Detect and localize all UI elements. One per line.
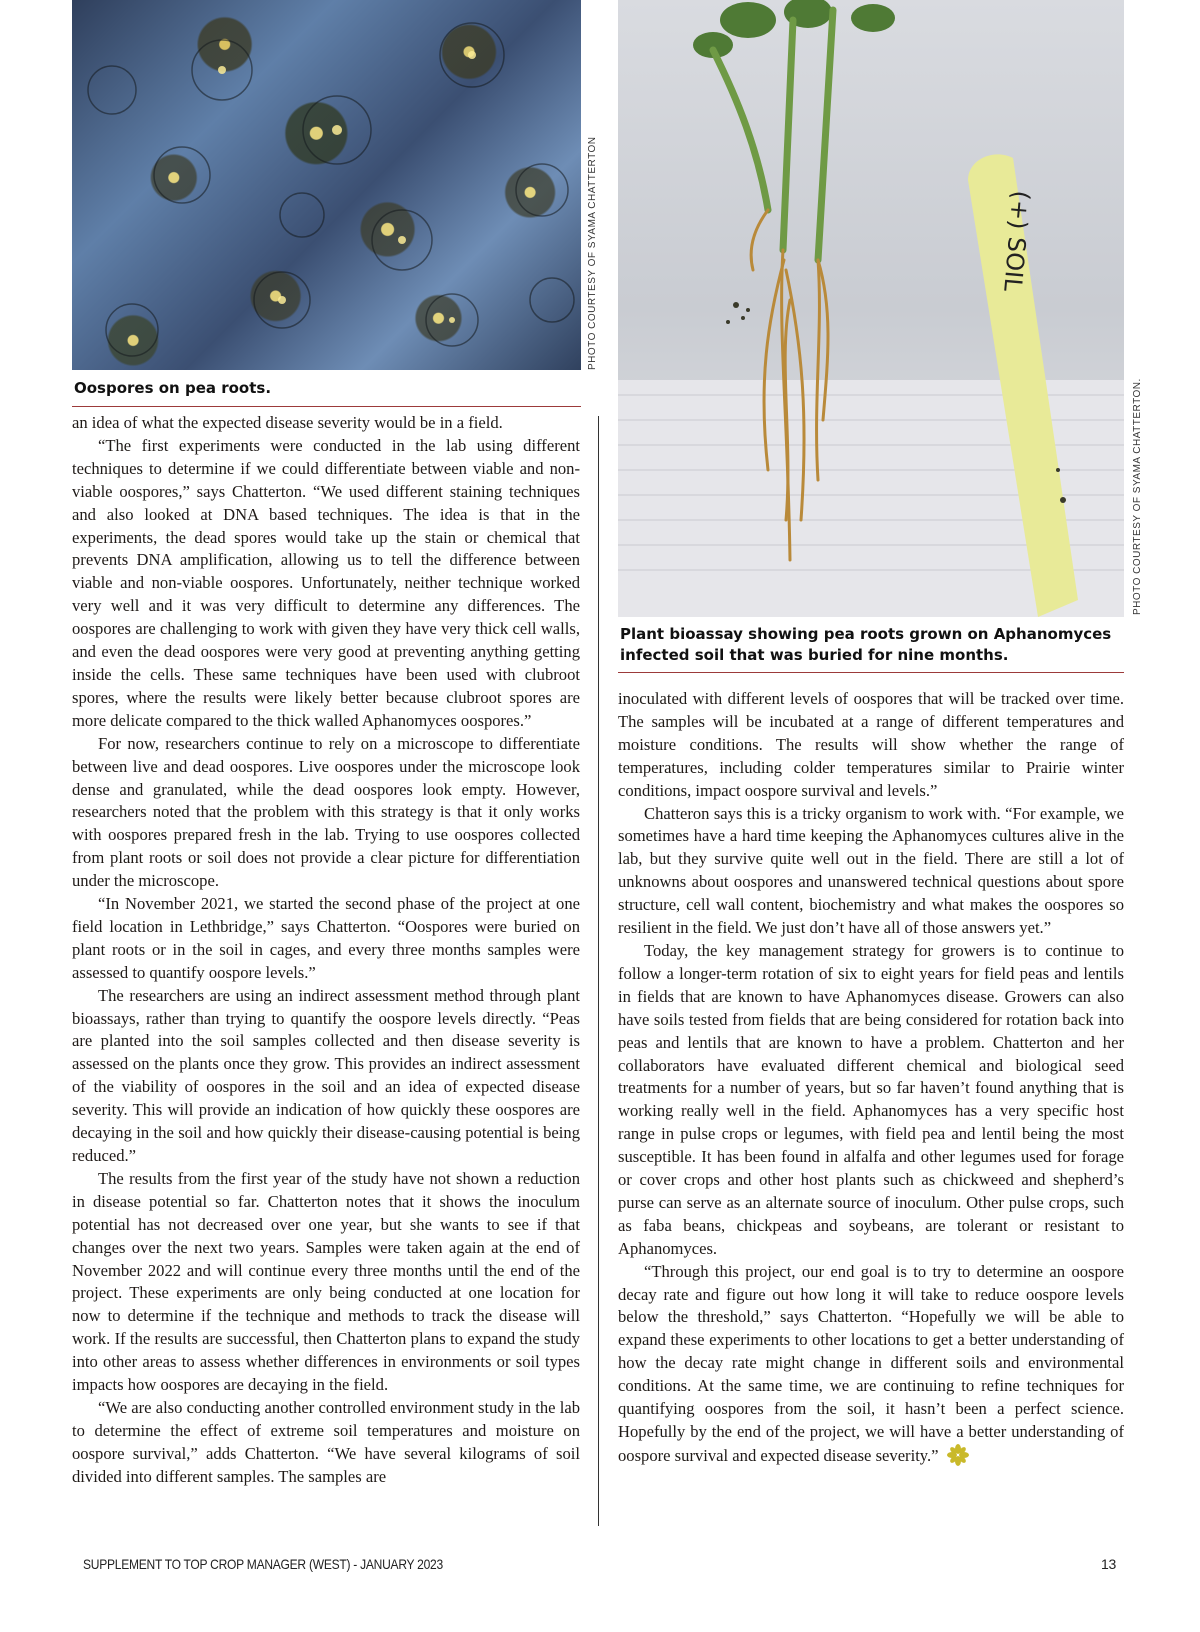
article-column-right [618, 688, 1124, 1468]
paragraph-final [618, 1261, 1124, 1468]
paragraph: The results from the first year of the study have not shown a reduction in disease potential so far. Chatterton notes that it shows the inoculum potential has not decreased over one year, but she wants to see if that changes over the next two years. Samples were taken again at the end of November 2022 and will continue every three months until the end of the project. These experiments are only being conducted at one location for now to determine if the technique and methods to track the disease will work. If the results are successful, then Chatterton plans to expand the study into other areas to assess whether differences in environments or soil types impacts how oospores are decaying in the field. [72, 1168, 580, 1395]
paragraph-text: “Through this project, our end goal is to try to determine an oospore decay rate and figure out how long it will take to reduce oospore levels below the threshold,” says Chatterton. “Hopefully we will be able to expand these experiments to other locations to get a better understanding of how the decay rate might change in different soils and environmental conditions. At the same time, we are continuing to refine techniques for quantifying oospores from the soil, it hasn’t been a perfect science. Hopefully by the end of the project, we will have a better understanding of oospore survival and expected disease severity.” [618, 1261, 1124, 1465]
caption-rule [618, 672, 1124, 673]
oospores-photo [72, 0, 581, 370]
photo-caption: Plant bioassay showing pea roots grown on Aphanomyces infected soil that was buried for nine months. [620, 625, 1112, 664]
caption-rule [72, 406, 581, 407]
column-divider [598, 416, 599, 1526]
paragraph: inoculated with different levels of oospores that will be tracked over time. The samples will be incubated at a range of different temperatures and moisture conditions. The results will show whether the range of temperatures, including colder temperatures similar to Prairie winter conditions, impact oospore survival and levels.” [618, 689, 1124, 800]
bioassay-photo [618, 0, 1124, 617]
stake-label: (+) SOIL [998, 189, 1035, 293]
photo-credit: PHOTO COURTESY OF SYAMA CHATTERTON [587, 136, 598, 370]
paragraph: Today, the key management strategy for growers is to continue to follow a longer-term rotation of six to eight years for field peas and lentils in fields that are known to have Aphanomyces disease. Growers can also have soils tested from fields that are being considered for rotation back into peas and lentils that are known to have a problem. Chatterton and her collaborators have evaluated different chemical and biological seed treatments for a number of years, but so far haven’t found anything that is working really well in the field. Aphanomyces has a very specific host range in pulse crops or legumes, with field pea and lentil being the most susceptible. It has been found in alfalfa and other legumes used for forage or cover crops and other host plants such as chickweed and shepherd’s purse can serve as an alternate source of inoculum. Other pulse crops, such as faba beans, chickpeas and soybeans, are tolerant or resistant to Aphanomyces. [618, 940, 1124, 1258]
paragraph: “The first experiments were conducted in the lab using different techniques to determine if we could differentiate between viable and non-viable oospores,” says Chatterton. “We used different staining techniques and also looked at DNA based techniques. The idea is that in the experiments, the dead spores would take up the stain or chemical that prevents DNA amplification, allowing us to tell the difference between viable and non-viable oospores. Unfortunately, neither technique worked very well and it was very difficult to determine any differences. The oospores are challenging to work with given they have very thick cell walls, and even the dead oospores were very good at preventing anything getting inside the cells. These same techniques have been used with clubroot spores, where the results were likely better because clubroot spores are more delicate compared to the thick walled Aphanomyces oospores.” [72, 435, 580, 730]
photo-caption: Oospores on pea roots. [74, 379, 272, 397]
article-column-left [72, 412, 580, 1489]
photo-credit: PHOTO COURTESY OF SYAMA CHATTERTON. [1132, 378, 1143, 615]
footer-publication: SUPPLEMENT TO TOP CROP MANAGER (WEST) - JANUARY 2023 [83, 1556, 443, 1572]
paragraph: an idea of what the expected disease severity would be in a field. [72, 413, 503, 432]
paragraph: Chatteron says this is a tricky organism to work with. “For example, we sometimes have a hard time keeping the Aphanomyces cultures alive in the lab, but they survive quite well out in the field. There are still a lot of unknowns about oospores and unanswered technical questions about spore structure, cell wall content, biochemistry and what makes the oospores so resilient in the field. We just don’t have all of those answers yet.” [618, 803, 1124, 938]
leaf-end-mark-icon [947, 1444, 969, 1466]
paragraph: The researchers are using an indirect assessment method through plant bioassays, rather than trying to quantify the oospore levels directly. “Peas are planted into the soil samples collected and then disease severity is assessed on the plants once they grow. This provides an indirect assessment of the viability of oospores in the soil and an idea of expected disease severity. This will provide an indication of how quickly these oospores are decaying in the soil and how quickly their disease-causing potential is being reduced.” [72, 985, 580, 1165]
paragraph: “We are also conducting another controlled environment study in the lab to determine the effect of extreme soil temperatures and moisture on oospore survival,” adds Chatterton. “We have several kilograms of soil divided into different samples. The samples are [72, 1397, 580, 1486]
paragraph: “In November 2021, we started the second phase of the project at one field location in Lethbridge,” says Chatterton. “Oospores were buried on plant roots or in the soil in cages, and every three months samples were assessed to quantify oospore levels.” [72, 894, 580, 982]
page-number: 13 [1101, 1556, 1116, 1572]
paragraph: For now, researchers continue to rely on a microscope to differentiate between live and dead oospores. Live oospores under the microscope look dense and granulated, while the dead oospores look empty. However, researchers noted that the problem with this strategy is that it only works with oospores prepared fresh in the lab. Trying to use oospores collected from plant roots or soil does not provide a clear picture for differentiation under the microscope. [72, 733, 580, 891]
